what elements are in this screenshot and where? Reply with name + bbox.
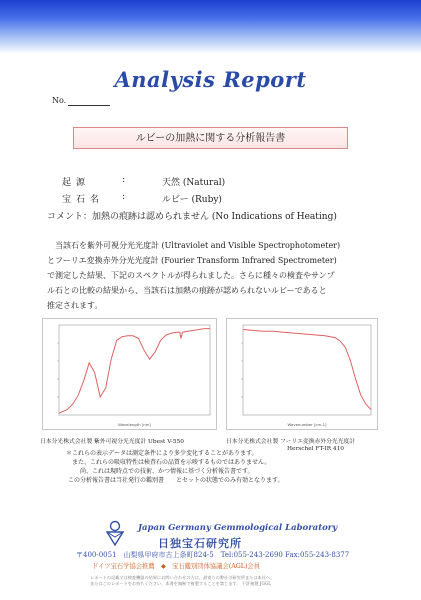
notes-block xyxy=(66,449,284,485)
lab-address: 〒400-0051 山梨県甲府市古上条町824-5 Tel:055-243-2690 Fax:055-243-8377 xyxy=(76,551,350,559)
lab-logo-icon xyxy=(104,520,126,546)
plot-frame xyxy=(59,325,210,415)
x-axis-label: Wavenumber [cm-1] xyxy=(287,422,327,427)
comment-field xyxy=(47,209,337,222)
spectrum-series-line xyxy=(243,330,371,410)
analysis-paragraph xyxy=(47,238,372,313)
x-axis-label: Wavelength [nm] xyxy=(118,422,151,427)
report-number-label: No. xyxy=(52,96,67,105)
ftir-spectrum-plot xyxy=(227,319,377,429)
gem-name-colon: : xyxy=(122,192,126,202)
origin-value: 天然 (Natural) xyxy=(162,178,226,188)
report-title: Analysis Report xyxy=(114,67,307,92)
note-line: また、これらの吸収特性は検査石の品質を示唆するものではありません。 xyxy=(72,459,271,466)
subject-box xyxy=(73,127,348,149)
note-line: この分析報告書は当社発行の鑑別書 とセットの状態でのみ有効となります。 xyxy=(68,477,284,484)
gem-name-value: ルビー (Ruby) xyxy=(162,195,222,205)
uv-vis-caption: 日本分光株式会社製 紫外可視分光光度計 Ubest V-550 xyxy=(40,439,184,445)
lab-name-japanese: 日独宝石研究所 xyxy=(158,537,242,550)
fine-print-line: レポートの記載又は検査機器の結果にお問い合わせの方は、最寄りの弊社の研究所または本社へ。 xyxy=(90,575,275,580)
ftir-spectrum-chart xyxy=(226,318,378,430)
uv-vis-spectrum-chart xyxy=(42,318,217,430)
comment-label: コメント： xyxy=(47,212,93,222)
top-banner xyxy=(0,0,421,54)
paragraph-line: とフーリエ変換赤外分光光度計 (Fourier Transform Infrared Spectrometer) xyxy=(47,256,337,265)
paragraph-line: で測定した結果、下記のスペクトルが得られました。さらに種々の検査やサンプ xyxy=(47,271,335,280)
paragraph-line: ル石との比較の結果から、当該石は加熱の痕跡が認められないルビーであると xyxy=(47,286,327,295)
origin-label: 起源 xyxy=(62,178,91,188)
fine-print-line: またはこのレポートをお持ちください。本書を無断で複製することを禁じます。 不許複製 JGGL xyxy=(90,581,271,586)
paragraph-line: 推定されます。 xyxy=(47,301,103,310)
lab-name-english: Japan Germany Gemmological Laboratory xyxy=(138,523,338,533)
uv-vis-spectrum-plot xyxy=(43,319,216,429)
gem-name-label: 宝石名 xyxy=(62,195,105,205)
note-line: 尚、これは現時点での技術、かつ情報に基づく分析報告書です。 xyxy=(80,468,254,475)
note-line: ＊これらの表示データは測定条件により多少変化することがあります。 xyxy=(66,450,258,457)
plot-frame xyxy=(243,325,371,415)
fine-print xyxy=(90,575,274,587)
ftir-caption-line2: Herschel FT-IR 410 xyxy=(287,446,345,452)
lab-association: ドイツ宝石学協会推薦 ◆ 宝石鑑別団体協議会(AGL)会員 xyxy=(92,563,261,570)
origin-colon: : xyxy=(122,175,126,185)
report-number-line xyxy=(68,105,110,106)
subject-text: ルビーの加熱に関する分析報告書 xyxy=(135,133,286,144)
ftir-caption-line1: 日本分光株式会社製 フーリエ変換赤外分光光度計 xyxy=(226,439,356,445)
comment-value: 加熱の痕跡は認められません (No Indications of Heating) xyxy=(92,212,337,222)
spectrum-series-line xyxy=(59,329,210,414)
paragraph-line: 当該石を紫外可視分光光度計 (Ultraviolet and Visible Spectrophotometer) xyxy=(55,241,341,250)
